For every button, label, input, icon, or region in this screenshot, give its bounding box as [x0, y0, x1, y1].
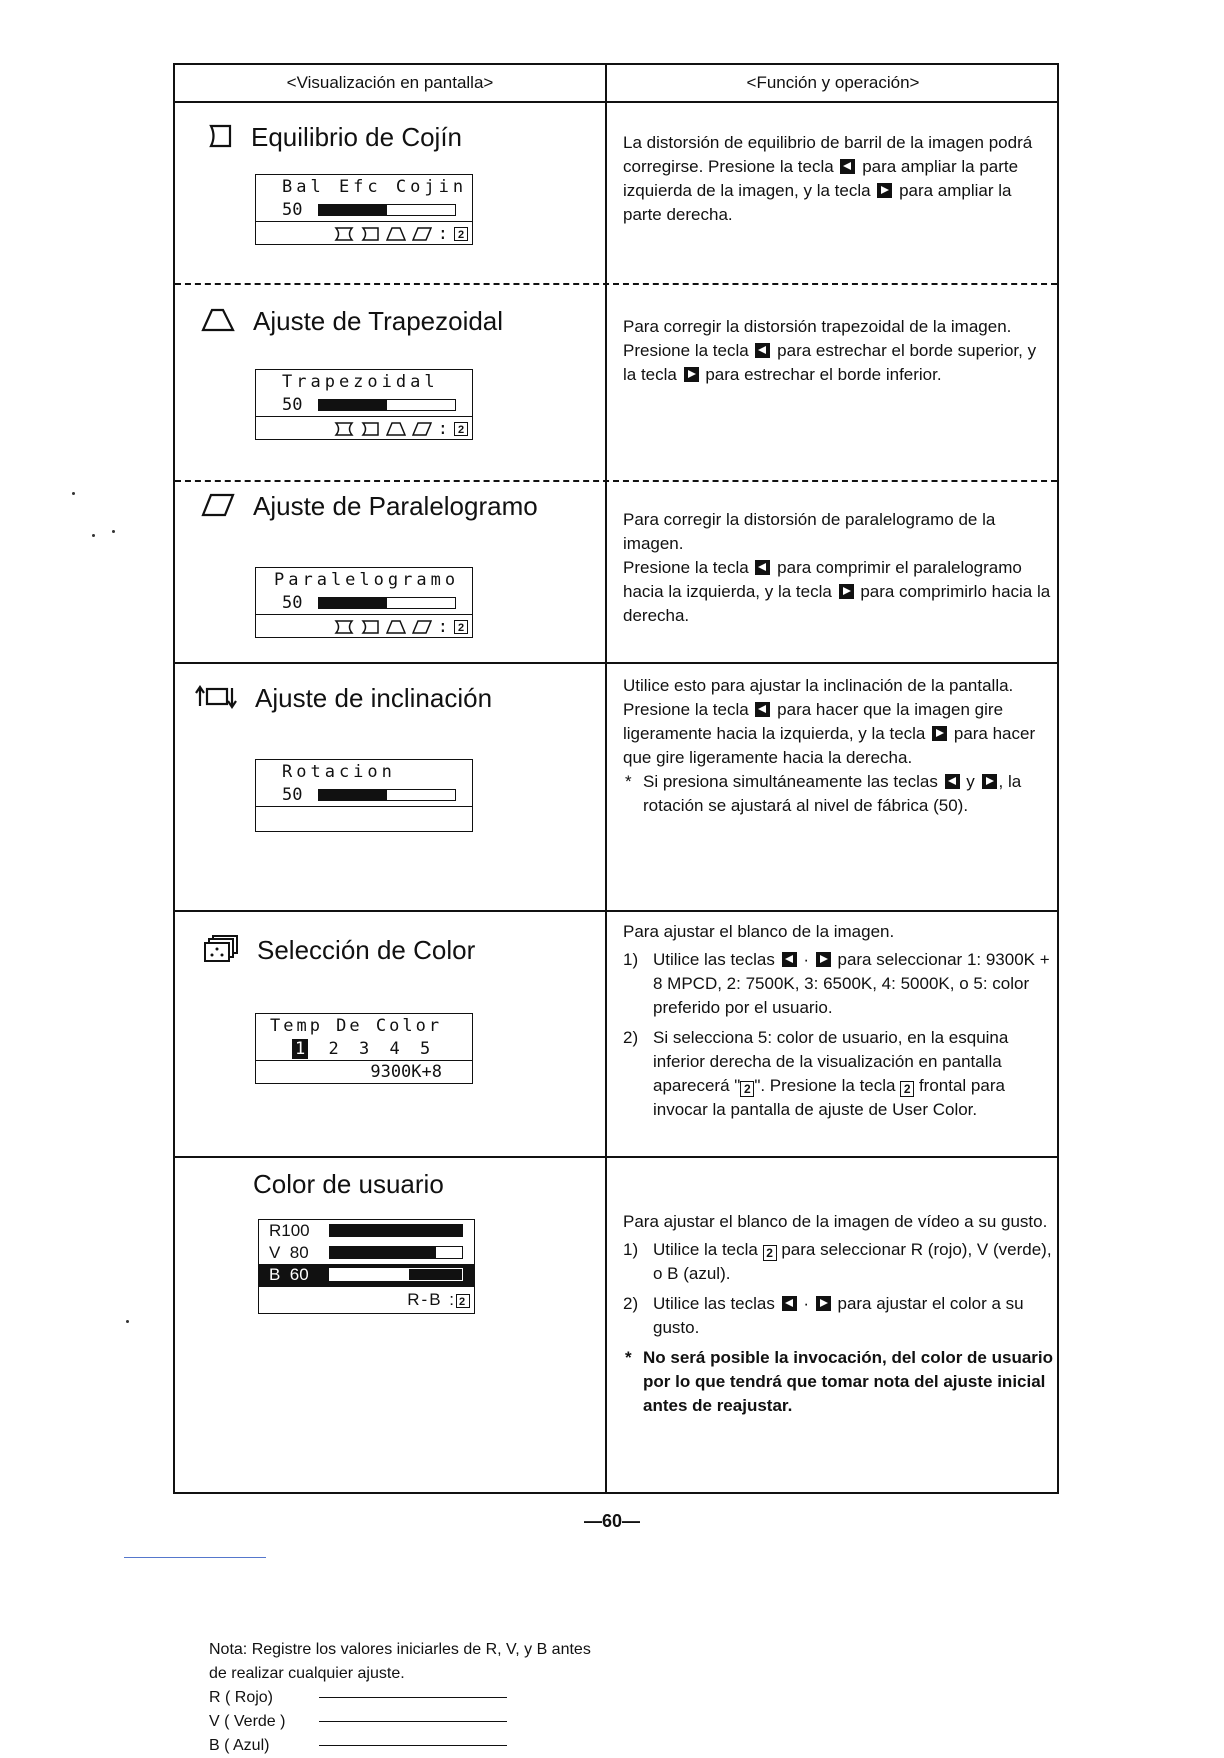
row-parallelogram — [175, 482, 1057, 662]
key-2-icon: 2 — [763, 1245, 777, 1261]
row-color-select — [175, 912, 1057, 1156]
color-select-title: Selección de Color — [203, 934, 475, 970]
color-readout: 9300K+8 — [256, 1060, 472, 1083]
left-key-icon — [782, 952, 797, 967]
color-temp-osd — [255, 1013, 473, 1084]
user-color-title: Color de usuario — [253, 1169, 444, 1199]
row-rotation — [175, 664, 1057, 910]
right-key-icon — [684, 367, 699, 382]
trapezoid-shape-icon — [386, 421, 406, 437]
parallelogram-description: Para corregir la distorsión de paralelogramo de la imagen. Presione la tecla para comprimir el paralelogramo hacia la izquierda, y la tecla para comprimirlo hacia la derecha. — [623, 510, 1051, 625]
color-option[interactable]: 3 — [359, 1039, 370, 1059]
row-pincushion — [175, 103, 1057, 283]
left-key-icon — [755, 343, 770, 358]
left-key-icon — [840, 159, 855, 174]
trapezoid-shape-icon — [386, 619, 406, 635]
row-user-color — [175, 1158, 1057, 1754]
color-temperature-icon — [203, 935, 239, 970]
osd-label: Rotacion — [282, 762, 396, 782]
pincushion-icon — [207, 123, 233, 156]
rotation-title: Ajuste de inclinación — [195, 682, 492, 717]
right-key-icon — [877, 183, 892, 198]
rotation-icon — [195, 684, 237, 717]
header-function: <Función y operación> — [746, 73, 920, 92]
parallelogram-shape-icon — [412, 619, 432, 635]
scan-speck — [112, 530, 115, 533]
right-key-icon — [839, 584, 854, 599]
rgb-row-v: V 80 — [259, 1242, 474, 1264]
key-2-icon: 2 — [740, 1081, 754, 1097]
pincushion-description: La distorsión de equilibrio de barril de la imagen podrá corregirse. Presione la tecla para ampliar la parte izquierda de la imagen, y la tecla para ampliar la parte derecha. — [623, 133, 1033, 224]
right-key-icon — [816, 952, 831, 967]
osd-value: 50 — [282, 593, 303, 613]
key-2-icon: 2 — [900, 1081, 914, 1097]
color-option[interactable]: 5 — [420, 1039, 431, 1059]
color-select-description: Para ajustar el blanco de la imagen. 1) Utilice las teclas · para seleccionar 1: 9300K + 8 MPCD, 2: 7500K, 3: 6500K, 4: 5000K, o 5: color preferido por el usuario. 2) Si selecciona 5: color de usuario, en la esquina inferior derecha de la visualización en pantalla aparecerá " 2 ". Presione la tecla 2 frontal para invocar la pantalla de ajuste de User Color. — [623, 922, 1050, 1119]
user-color-osd — [258, 1219, 475, 1314]
pincushion-osd: Bal Efc Cojin 50 : 2 — [255, 174, 473, 245]
parallelogram-shape-icon — [412, 421, 432, 437]
osd-value: 50 — [282, 785, 303, 805]
record-field: B ( Azul) — [209, 1734, 599, 1758]
rgb-row-b: B 60 — [259, 1264, 474, 1286]
rotation-description: Utilice esto para ajustar la inclinación de la pantalla. Presione la tecla para hacer que la imagen gire ligeramente hacia la izquierda, y la tecla para hacer que gire ligeramente hacia la derecha. * Si presiona simultáneamente las teclas y , la rotación se ajustará al nivel de fábrica (50). — [623, 674, 1053, 818]
color-option[interactable]: 1 — [292, 1039, 308, 1059]
balance-shape-icon — [360, 421, 380, 437]
settings-table — [173, 63, 1059, 1754]
pincushion-shape-icon — [334, 421, 354, 437]
trapezoid-osd: Trapezoidal 50 : 2 — [255, 369, 473, 440]
row-trapezoid — [175, 285, 1057, 480]
blank-line — [319, 1697, 507, 1698]
color-option[interactable]: 4 — [389, 1039, 400, 1059]
left-key-icon — [755, 560, 770, 575]
level-bar — [318, 597, 456, 609]
key-2-icon: 2 — [454, 227, 468, 241]
osd-value: 50 — [282, 200, 303, 220]
parallelogram-title: Ajuste de Paralelogramo — [201, 490, 538, 525]
osd-label: Bal Efc Cojin — [282, 177, 468, 197]
footer-rule — [124, 1557, 266, 1558]
osd-label: Temp De Color — [270, 1016, 443, 1036]
key-2-icon: 2 — [454, 620, 468, 634]
balance-shape-icon — [360, 619, 380, 635]
level-bar — [318, 789, 456, 801]
parallelogram-shape-icon — [412, 226, 432, 242]
trapezoid-title: Ajuste de Trapezoidal — [201, 305, 503, 340]
user-color-note: Nota: Registre los valores iniciarles de R, V, y B antes de realizar cualquier ajuste. R ( Rojo) V ( Verde ) B ( Azul) — [209, 1638, 599, 1758]
osd-label: Trapezoidal — [282, 372, 439, 392]
user-color-warning: * No será posible la invocación, del color de usuario por lo que tendrá que tomar nota del ajuste inicial antes de reajustar. — [625, 1348, 1054, 1415]
rgb-footer: R-B : 2 — [259, 1286, 474, 1313]
rotation-note: * Si presiona simultáneamente las teclas y , la rotación se ajustará al nivel de fábrica (50). — [625, 772, 1022, 815]
rgb-row-r: R100 — [259, 1220, 474, 1242]
trapezoid-shape-icon — [386, 226, 406, 242]
osd-label: Paralelogramo — [274, 570, 460, 590]
color-options — [256, 1038, 472, 1060]
scan-speck — [126, 1320, 129, 1323]
pincushion-title: Equilibrio de Cojín — [207, 121, 462, 156]
parallelogram-osd: Paralelogramo 50 : 2 — [255, 567, 473, 638]
left-key-icon — [755, 702, 770, 717]
record-field: V ( Verde ) — [209, 1710, 599, 1734]
user-color-description: Para ajustar el blanco de la imagen de vídeo a su gusto. 1) Utilice la tecla 2 para seleccionar R (rojo), V (verde), o B (azul). 2) Utilice las teclas · para ajustar el color a su gusto. * No será posible la invocación, del color de usuario por lo que tendrá que tomar nota del ajuste inicial antes de reajustar. — [623, 1210, 1053, 1418]
rotation-osd — [255, 759, 473, 832]
parallelogram-icon — [201, 492, 235, 525]
blank-line — [319, 1721, 507, 1722]
key-2-icon: 2 — [456, 1294, 470, 1308]
level-bar — [318, 399, 456, 411]
color-option[interactable]: 2 — [328, 1039, 339, 1059]
key-2-icon: 2 — [454, 422, 468, 436]
left-key-icon — [945, 774, 960, 789]
left-key-icon — [782, 1296, 797, 1311]
right-key-icon — [816, 1296, 831, 1311]
osd-value: 50 — [282, 395, 303, 415]
level-bar — [318, 204, 456, 216]
right-key-icon — [932, 726, 947, 741]
pincushion-shape-icon — [334, 226, 354, 242]
page-number: —60— — [583, 1511, 641, 1531]
balance-shape-icon — [360, 226, 380, 242]
scan-speck — [92, 534, 95, 537]
blank-line — [319, 1745, 507, 1746]
pincushion-shape-icon — [334, 619, 354, 635]
trapezoid-description: Para corregir la distorsión trapezoidal de la imagen. Presione la tecla para estrechar el borde superior, y la tecla para estrechar el borde inferior. — [623, 317, 1037, 384]
record-field: R ( Rojo) — [209, 1686, 599, 1710]
trapezoid-icon — [201, 307, 235, 340]
header-display: <Visualización en pantalla> — [286, 73, 494, 92]
right-key-icon — [982, 774, 997, 789]
scan-speck — [72, 492, 75, 495]
